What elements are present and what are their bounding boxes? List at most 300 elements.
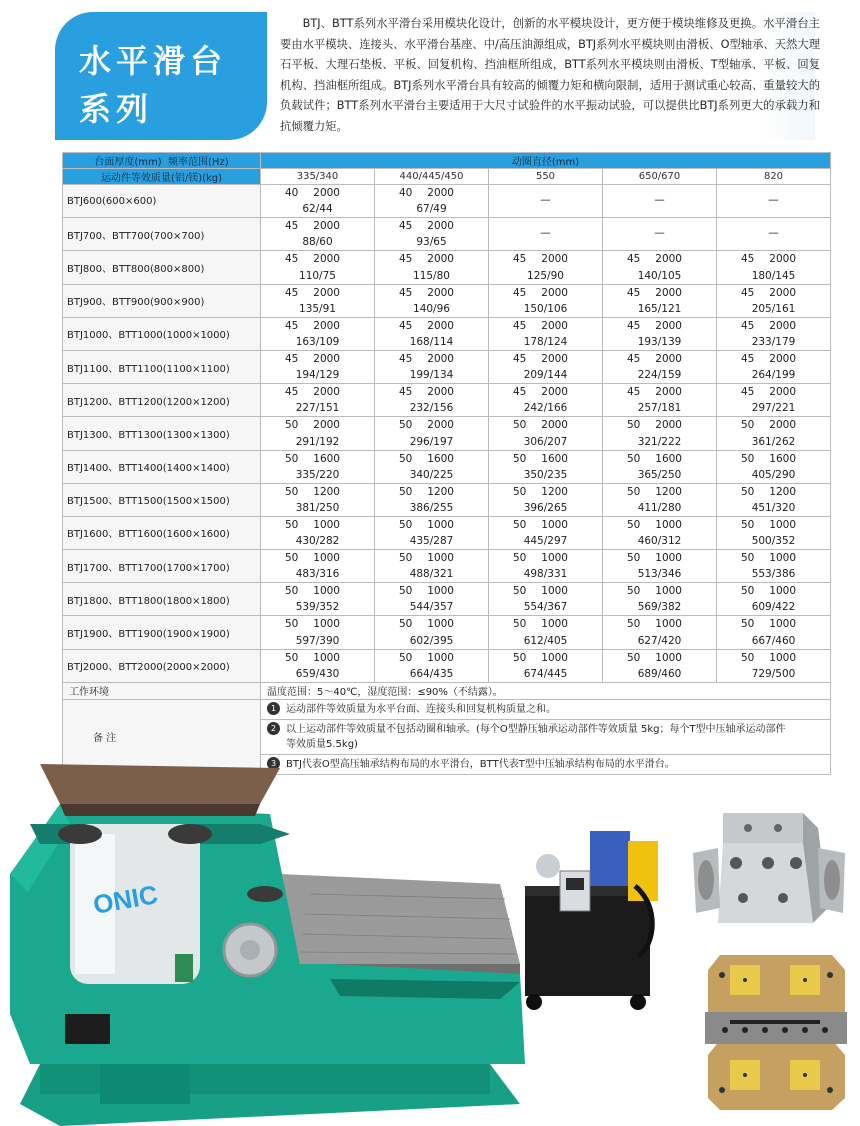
displacement-value: 50 [741, 651, 755, 664]
spec-cell [717, 185, 831, 218]
table-row [63, 483, 831, 516]
displacement-value: 45 [741, 253, 755, 266]
column-header: 820 [717, 169, 831, 185]
frequency-value: 2000 [313, 419, 340, 432]
frequency-value: 2000 [541, 319, 568, 332]
equivalent-mass-value: 569/382 [637, 601, 682, 614]
equivalent-mass-value: 445/297 [523, 535, 568, 548]
frequency-value: 2000 [541, 352, 568, 365]
frequency-value: 1000 [541, 552, 568, 565]
displacement-value: 45 [285, 286, 299, 299]
bearing-image [688, 808, 850, 938]
not-available: — [540, 227, 551, 240]
frequency-value: 1200 [541, 485, 568, 498]
spec-cell [603, 284, 717, 317]
equivalent-mass-value: 500/352 [751, 535, 796, 548]
spec-cell [261, 550, 375, 583]
table-row [63, 649, 831, 682]
displacement-value: 45 [285, 386, 299, 399]
equivalent-mass-value: 291/192 [295, 435, 340, 448]
displacement-value: 50 [285, 419, 299, 432]
frequency-value: 1000 [769, 651, 797, 664]
equivalent-mass-value: 140/105 [637, 269, 682, 282]
displacement-value: 45 [741, 352, 755, 365]
frequency-value: 2000 [769, 419, 797, 432]
frequency-value: 2000 [541, 419, 568, 432]
note-item [261, 699, 831, 719]
slip-table-machine-image [0, 764, 530, 1126]
model-name-cell: BTJ1700、BTT1700(1700×1700) [63, 550, 261, 583]
equivalent-mass-value: 62/44 [302, 203, 333, 216]
table-row [63, 284, 831, 317]
spec-cell [375, 583, 489, 616]
equivalent-mass-value: 224/159 [637, 369, 682, 382]
equivalent-mass-value: 150/106 [523, 302, 568, 315]
note-item [261, 719, 831, 754]
frequency-value: 2000 [769, 319, 797, 332]
spec-cell [489, 384, 603, 417]
displacement-value: 50 [627, 452, 641, 465]
table-row [63, 616, 831, 649]
header-equivalent-mass: 运动件等效质量(铝/镁)(kg) [63, 169, 261, 185]
displacement-value: 45 [285, 352, 299, 365]
displacement-value: 45 [741, 386, 755, 399]
spec-cell [603, 583, 717, 616]
spec-cell [489, 417, 603, 450]
frequency-value: 2000 [313, 187, 340, 199]
frequency-value: 2000 [313, 319, 340, 332]
spec-cell [375, 251, 489, 284]
equivalent-mass-value: 553/386 [751, 568, 796, 581]
spec-table [62, 152, 831, 775]
spec-cell [489, 649, 603, 682]
frequency-value: 2000 [313, 352, 340, 365]
header-coil-diameter: 动圈直径(mm) [261, 153, 831, 169]
equivalent-mass-value: 554/367 [523, 601, 568, 614]
equivalent-mass-value: 163/109 [295, 335, 340, 348]
equivalent-mass-value: 539/352 [295, 601, 340, 614]
displacement-value: 50 [399, 419, 413, 432]
frequency-value: 2000 [541, 286, 568, 299]
frequency-value: 2000 [313, 286, 340, 299]
model-name-cell: BTJ900、BTT900(900×900) [63, 284, 261, 317]
hydraulic-unit-image [520, 826, 670, 1016]
displacement-value: 45 [285, 253, 299, 266]
table-row [63, 516, 831, 549]
spec-cell [261, 616, 375, 649]
displacement-value: 45 [399, 253, 413, 266]
spec-cell [603, 185, 717, 218]
spec-cell [261, 251, 375, 284]
spec-cell [261, 350, 375, 383]
frequency-value: 2000 [541, 386, 568, 399]
displacement-value: 45 [513, 253, 527, 266]
table-row [63, 251, 831, 284]
spec-cell [375, 218, 489, 251]
displacement-value: 50 [399, 518, 413, 531]
equivalent-mass-value: 180/145 [751, 269, 796, 282]
table-subheader-row [63, 169, 831, 185]
spec-cell [603, 649, 717, 682]
displacement-value: 45 [513, 319, 527, 332]
equivalent-mass-value: 386/255 [409, 501, 454, 514]
spec-cell [261, 317, 375, 350]
frequency-value: 1600 [427, 452, 454, 465]
equivalent-mass-value: 667/460 [751, 634, 796, 647]
not-available: — [540, 194, 551, 206]
frequency-value: 2000 [427, 319, 454, 332]
displacement-value: 50 [741, 618, 755, 631]
spec-cell [375, 185, 489, 218]
frequency-value: 2000 [427, 187, 454, 199]
displacement-value: 45 [399, 220, 413, 233]
equivalent-mass-value: 602/395 [409, 634, 454, 647]
spec-cell [261, 185, 375, 218]
displacement-value: 40 [399, 187, 413, 199]
spec-cell [261, 649, 375, 682]
spec-cell [261, 583, 375, 616]
spec-cell [717, 649, 831, 682]
frequency-value: 1000 [427, 552, 454, 565]
spec-cell [717, 583, 831, 616]
note-text: 以上运动部件等效质量不包括动圈和轴承。(每个O型静压轴承运动部件等效质量 5kg；每个T型中压轴承运动部件 [286, 723, 786, 735]
table-body [63, 185, 831, 683]
table-row [63, 450, 831, 483]
model-name-cell: BTJ700、BTT700(700×700) [63, 218, 261, 251]
spec-cell [489, 317, 603, 350]
displacement-value: 50 [627, 552, 641, 565]
environment-label: 工作环境 [63, 682, 261, 699]
table-row [63, 384, 831, 417]
frequency-value: 2000 [655, 286, 682, 299]
spec-cell [717, 284, 831, 317]
header-thickness-frequency [63, 153, 261, 169]
spec-cell [489, 251, 603, 284]
note-number-icon: 3 [267, 757, 280, 770]
displacement-value: 50 [513, 485, 527, 498]
not-available: — [768, 194, 779, 206]
spec-cell [603, 350, 717, 383]
frequency-value: 1000 [313, 552, 340, 565]
equivalent-mass-value: 396/265 [523, 501, 568, 514]
intro-paragraph: BTJ、BTT系列水平滑台采用模块化设计，创新的水平模块设计，更方便于模块维修及更换。水平滑台主要由水平模块、连接头、水平滑台基座、中/高压油源组成，BTJ系列水平模块则由滑板、O型轴承、天然大理石平板、大理石垫板、平板、回复机构、挡油框所组成，BTT系列水平模块则由滑板、T型轴承、平板、回复机构、挡油框所组成。BTJ系列水平滑台具有较高的倾覆力矩和横向限制，适用于测试重心较高、重量较大的负载试件；BTT系列水平滑台主要适用于大尺寸试验件的水平振动试验，可以提供比BTJ系列更大的承载力和抗倾覆力矩。 [280, 17, 820, 133]
frequency-value: 2000 [427, 386, 454, 399]
equivalent-mass-value: 233/179 [751, 335, 796, 348]
spec-cell [375, 350, 489, 383]
note-text: BTJ代表O型高压轴承结构布局的水平滑台，BTT代表T型中压轴承结构布局的水平滑台。 [286, 758, 675, 770]
frequency-value: 2000 [655, 386, 682, 399]
environment-value: 温度范围：5～40℃，湿度范围：≤90%（不结露）。 [261, 682, 831, 699]
equivalent-mass-value: 296/197 [409, 435, 454, 448]
model-name-cell: BTJ1100、BTT1100(1100×1100) [63, 350, 261, 383]
environment-row [63, 682, 831, 699]
spec-cell [489, 218, 603, 251]
spec-cell [375, 516, 489, 549]
table-row [63, 218, 831, 251]
displacement-value: 50 [513, 518, 527, 531]
displacement-value: 50 [285, 552, 299, 565]
equivalent-mass-value: 165/121 [637, 302, 682, 315]
spec-cell [489, 450, 603, 483]
displacement-value: 45 [741, 286, 755, 299]
equivalent-mass-value: 135/91 [299, 302, 336, 315]
spec-cell [717, 616, 831, 649]
frequency-value: 1000 [541, 585, 568, 598]
frequency-value: 1000 [541, 651, 568, 664]
equivalent-mass-value: 209/144 [523, 369, 568, 382]
equivalent-mass-value: 674/445 [523, 667, 568, 680]
header-thickness: 台面厚度(mm) [94, 157, 162, 168]
frequency-value: 1000 [313, 651, 340, 664]
frequency-value: 2000 [313, 220, 340, 233]
displacement-value: 50 [513, 552, 527, 565]
spec-cell [603, 550, 717, 583]
equivalent-mass-value: 609/422 [751, 601, 796, 614]
model-name-cell: BTJ800、BTT800(800×800) [63, 251, 261, 284]
equivalent-mass-value: 411/280 [637, 501, 682, 514]
equivalent-mass-value: 513/346 [637, 568, 682, 581]
displacement-value: 50 [399, 585, 413, 598]
not-available: — [654, 194, 665, 206]
frequency-value: 1600 [655, 452, 682, 465]
table-row [63, 583, 831, 616]
displacement-value: 50 [741, 518, 755, 531]
displacement-value: 45 [513, 352, 527, 365]
note-text-continued: 等效质量5.5kg) [286, 738, 358, 750]
table-row [63, 317, 831, 350]
spec-cell [717, 218, 831, 251]
displacement-value: 45 [399, 386, 413, 399]
spec-cell [375, 649, 489, 682]
displacement-value: 50 [285, 618, 299, 631]
displacement-value: 50 [741, 419, 755, 432]
displacement-value: 50 [285, 585, 299, 598]
frequency-value: 1600 [769, 452, 797, 465]
frequency-value: 1200 [655, 485, 682, 498]
frequency-value: 2000 [313, 386, 340, 399]
spec-cell [489, 350, 603, 383]
displacement-value: 50 [513, 585, 527, 598]
equivalent-mass-value: 199/134 [409, 369, 454, 382]
displacement-value: 50 [627, 585, 641, 598]
spec-cell [603, 616, 717, 649]
displacement-value: 50 [627, 518, 641, 531]
spec-cell [375, 384, 489, 417]
frequency-value: 2000 [769, 253, 797, 266]
column-header: 650/670 [603, 169, 717, 185]
displacement-value: 45 [399, 286, 413, 299]
spec-cell [717, 317, 831, 350]
displacement-value: 50 [513, 651, 527, 664]
equivalent-mass-value: 335/220 [295, 468, 340, 481]
spec-cell [375, 550, 489, 583]
frequency-value: 2000 [769, 352, 797, 365]
displacement-value: 50 [741, 552, 755, 565]
displacement-value: 50 [285, 485, 299, 498]
displacement-value: 45 [627, 286, 641, 299]
table-header-row [63, 153, 831, 169]
equivalent-mass-value: 488/321 [409, 568, 454, 581]
spec-cell [261, 483, 375, 516]
frequency-value: 1000 [427, 585, 454, 598]
equivalent-mass-value: 689/460 [637, 667, 682, 680]
table-row [63, 185, 831, 218]
frequency-value: 1000 [769, 518, 797, 531]
notes-row [63, 699, 831, 719]
frequency-value: 2000 [655, 352, 682, 365]
frequency-value: 2000 [769, 286, 797, 299]
equivalent-mass-value: 321/222 [637, 435, 682, 448]
frequency-value: 2000 [541, 253, 568, 266]
page-title-line2: 系列 [79, 90, 154, 128]
frequency-value: 1000 [313, 518, 340, 531]
displacement-value: 50 [399, 651, 413, 664]
frequency-value: 1000 [313, 618, 340, 631]
spec-cell [489, 483, 603, 516]
displacement-value: 50 [513, 618, 527, 631]
model-name-cell: BTJ1600、BTT1600(1600×1600) [63, 516, 261, 549]
model-name-cell: BTJ2000、BTT2000(2000×2000) [63, 649, 261, 682]
equivalent-mass-value: 498/331 [523, 568, 568, 581]
displacement-value: 45 [285, 319, 299, 332]
equivalent-mass-value: 664/435 [409, 667, 454, 680]
spec-cell [261, 218, 375, 251]
displacement-value: 50 [741, 452, 755, 465]
equivalent-mass-value: 405/290 [751, 468, 796, 481]
equivalent-mass-value: 140/96 [413, 302, 450, 315]
equivalent-mass-value: 115/80 [413, 269, 450, 282]
not-available: — [768, 227, 779, 240]
equivalent-mass-value: 205/161 [751, 302, 796, 315]
spec-cell [489, 616, 603, 649]
frequency-value: 2000 [655, 419, 682, 432]
spec-cell [603, 483, 717, 516]
equivalent-mass-value: 350/235 [523, 468, 568, 481]
equivalent-mass-value: 67/49 [416, 203, 447, 216]
table-row [63, 417, 831, 450]
notes-label: 备 注 [63, 699, 261, 774]
displacement-value: 45 [741, 319, 755, 332]
title-badge [55, 12, 267, 140]
frequency-value: 1000 [313, 585, 340, 598]
model-name-cell: BTJ1900、BTT1900(1900×1900) [63, 616, 261, 649]
equivalent-mass-value: 597/390 [295, 634, 340, 647]
frequency-value: 1000 [655, 585, 682, 598]
note-number-icon: 2 [267, 722, 280, 735]
column-header: 440/445/450 [375, 169, 489, 185]
note-number-icon: 1 [267, 702, 280, 715]
spec-cell [603, 251, 717, 284]
equivalent-mass-value: 264/199 [751, 369, 796, 382]
model-name-cell: BTJ1800、BTT1800(1800×1800) [63, 583, 261, 616]
equivalent-mass-value: 381/250 [295, 501, 340, 514]
spec-cell [375, 284, 489, 317]
frequency-value: 2000 [427, 253, 454, 266]
spec-cell [375, 417, 489, 450]
equivalent-mass-value: 193/139 [637, 335, 682, 348]
equivalent-mass-value: 729/500 [751, 667, 796, 680]
spec-cell [489, 516, 603, 549]
equivalent-mass-value: 125/90 [527, 269, 564, 282]
spec-cell [717, 384, 831, 417]
equivalent-mass-value: 194/129 [295, 369, 340, 382]
spec-cell [375, 616, 489, 649]
equivalent-mass-value: 178/124 [523, 335, 568, 348]
displacement-value: 45 [627, 352, 641, 365]
model-name-cell: BTJ600(600×600) [63, 185, 261, 218]
column-header: 335/340 [261, 169, 375, 185]
frequency-value: 2000 [769, 386, 797, 399]
spec-cell [717, 417, 831, 450]
frequency-value: 1000 [427, 618, 454, 631]
displacement-value: 50 [627, 485, 641, 498]
model-name-cell: BTJ1000、BTT1000(1000×1000) [63, 317, 261, 350]
frequency-value: 1600 [541, 452, 568, 465]
spec-cell [375, 450, 489, 483]
spec-cell [261, 417, 375, 450]
frequency-value: 2000 [427, 419, 454, 432]
header-frequency: 频率范围(Hz) [168, 157, 229, 168]
spec-cell [489, 583, 603, 616]
displacement-value: 50 [627, 419, 641, 432]
spec-cell [603, 516, 717, 549]
spec-cell [717, 550, 831, 583]
displacement-value: 50 [513, 419, 527, 432]
machine-logo: ONIC [90, 879, 161, 920]
spec-cell [261, 284, 375, 317]
spec-cell [603, 218, 717, 251]
equivalent-mass-value: 483/316 [295, 568, 340, 581]
equivalent-mass-value: 88/60 [302, 236, 333, 249]
equivalent-mass-value: 227/151 [295, 402, 340, 415]
spec-cell [375, 317, 489, 350]
displacement-value: 50 [399, 452, 413, 465]
displacement-value: 50 [741, 485, 755, 498]
equivalent-mass-value: 110/75 [299, 269, 336, 282]
frequency-value: 1000 [769, 585, 797, 598]
equivalent-mass-value: 306/207 [523, 435, 568, 448]
frequency-value: 1200 [313, 485, 340, 498]
displacement-value: 50 [627, 651, 641, 664]
frequency-value: 1600 [313, 452, 340, 465]
column-header: 550 [489, 169, 603, 185]
table-row [63, 350, 831, 383]
frequency-value: 1000 [655, 518, 682, 531]
model-name-cell: BTJ1400、BTT1400(1400×1400) [63, 450, 261, 483]
spec-cell [489, 185, 603, 218]
equivalent-mass-value: 451/320 [751, 501, 796, 514]
spec-cell [717, 450, 831, 483]
equivalent-mass-value: 544/357 [409, 601, 454, 614]
model-name-cell: BTJ1300、BTT1300(1300×1300) [63, 417, 261, 450]
spec-cell [375, 483, 489, 516]
frequency-value: 1000 [427, 651, 454, 664]
displacement-value: 50 [399, 485, 413, 498]
frequency-value: 1000 [655, 618, 682, 631]
displacement-value: 45 [627, 319, 641, 332]
model-name-cell: BTJ1200、BTT1200(1200×1200) [63, 384, 261, 417]
equivalent-mass-value: 361/262 [751, 435, 796, 448]
equivalent-mass-value: 627/420 [637, 634, 682, 647]
frequency-value: 2000 [427, 352, 454, 365]
equivalent-mass-value: 460/312 [637, 535, 682, 548]
equivalent-mass-value: 297/221 [751, 402, 796, 415]
note-text: 运动部件等效质量为水平台面、连接头和回复机构质量之和。 [286, 703, 556, 715]
spec-cell [261, 450, 375, 483]
frequency-value: 1000 [655, 651, 682, 664]
displacement-value: 45 [627, 253, 641, 266]
equivalent-mass-value: 257/181 [637, 402, 682, 415]
